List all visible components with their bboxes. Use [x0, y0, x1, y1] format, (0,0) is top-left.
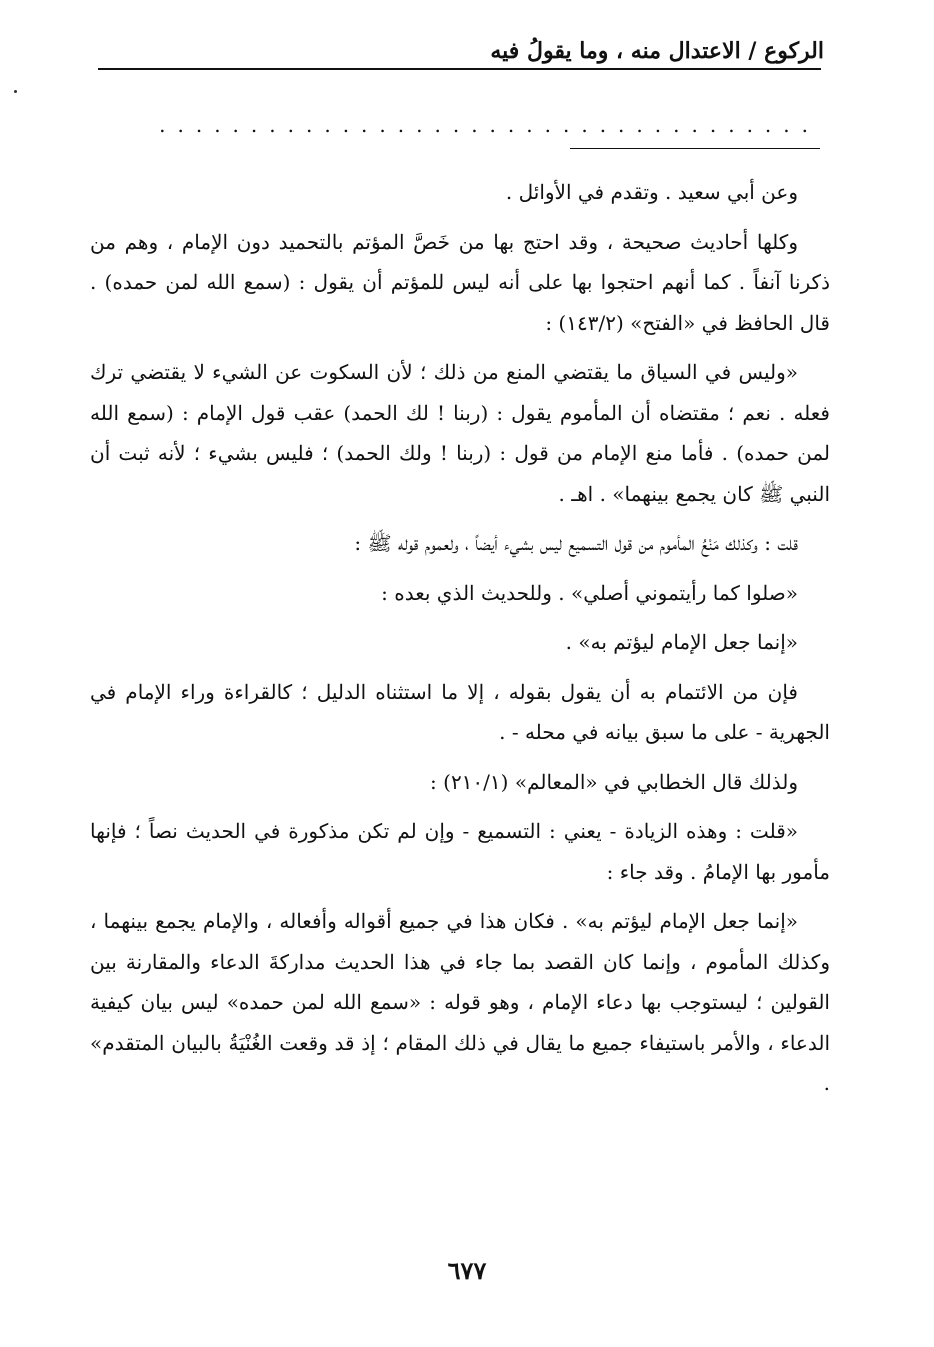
hadith-innama: «إنما جعل الإمام ليؤتم به» .: [565, 630, 798, 654]
header-rule: [98, 68, 821, 70]
short-rule: [570, 148, 820, 149]
page-number: ٦٧٧: [447, 1256, 487, 1285]
paragraph-2: وكلها أحاديث صحيحة ، وقد احتج بها من خَصَّ المؤتم بالتحميد دون الإمام ، وهم من ذكرنا آنفاً . كما أنهم احتجوا بها على أنه ليس للمؤتم أن يقول : (سمع الله لمن حمده) . قال الحافظ في «الفتح» (١٤٣/٢) :: [90, 229, 830, 335]
footnote-separator-dots: ....................................: [159, 116, 820, 134]
quote-maalim-1: «قلت : وهذه الزيادة - يعني : التسميع - وإن لم تكن مذكورة في الحديث نصاً ؛ فإنها مأمور بها الإمامُ . وقد جاء :: [90, 819, 830, 884]
quote-maalim-2: «إنما جعل الإمام ليؤتم به» . فكان هذا في جميع أقواله وأفعاله ، والإمام يجمع بينهما ، وكذلك المأموم ، وإنما كان القصد بما جاء في هذا الحديث مداركةَ الدعاء والمقارنة بين القولين ؛ ليستوجب بها دعاء الإمام ، وهو قوله : «سمع الله لمن حمده» ليس بيان كيفية الدعاء ، والأمر باستيفاء جميع ما يقال في ذلك المقام ؛ إذ قد وقعت الغُنْيَةُ بالبيان المتقدم» .: [90, 909, 830, 1095]
paragraph-itimam: فإن من الائتمام به أن يقول بقوله ، إلا ما استثناه الدليل ؛ كالقراءة وراء الإمام في الجهرية - على ما سبق بيانه في محله - .: [90, 679, 830, 744]
paragraph-1: وعن أبي سعيد . وتقدم في الأوائل .: [505, 180, 798, 204]
scan-speck: [14, 90, 17, 93]
paragraph-qult: قلت : وكذلك مَنْعُ المأموم من قول التسميع ليس بشيء أيضاً ، ولعموم قوله ﷺ :: [354, 531, 798, 555]
running-header: الركوع / الاعتدال منه ، وما يقولُ فيه: [490, 38, 824, 64]
paragraph-khattabi: ولذلك قال الخطابي في «المعالم» (٢١٠/١) :: [430, 769, 798, 794]
quote-fath: «وليس في السياق ما يقتضي المنع من ذلك ؛ لأن السكوت عن الشيء لا يقتضي ترك فعله . نعم ؛ مقتضاه أن المأموم يقول : (ربنا ! لك الحمد) عقب قول الإمام : (سمع الله لمن حمده) . فأما منع الإمام من قول : (ربنا ! ولك الحمد) ؛ فليس بشيء ؛ لأنه ثبت أن النبي ﷺ كان يجمع بينهما» . اهـ .: [90, 360, 830, 506]
hadith-sallu: «صلوا كما رأيتموني أصلي» . وللحديث الذي بعده :: [381, 580, 798, 605]
body-text: [90, 172, 830, 1113]
